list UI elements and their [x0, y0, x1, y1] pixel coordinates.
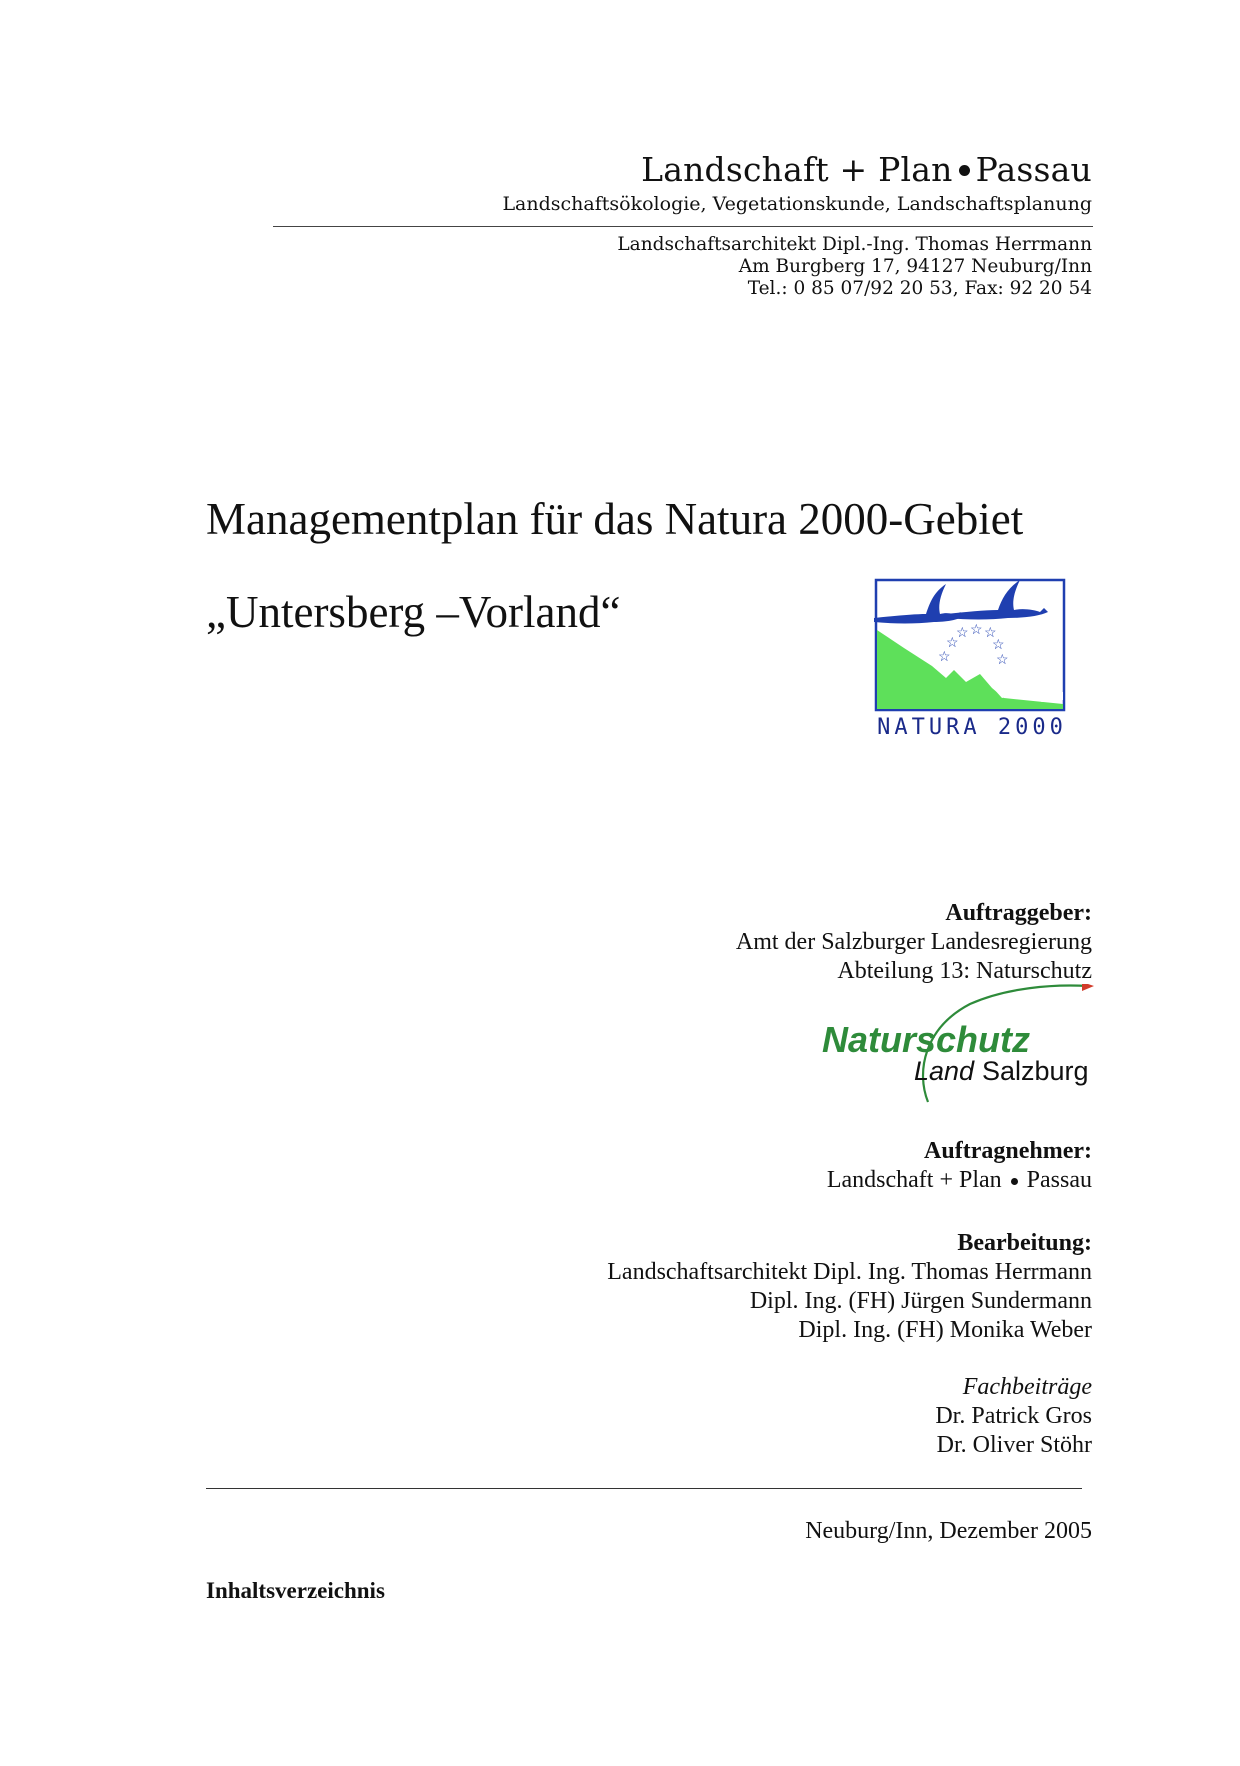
svg-text:☆: ☆ — [938, 650, 951, 665]
address-line: Am Burgberg 17, 94127 Neuburg/Inn — [738, 256, 1092, 277]
contractor-name-part2: Passau — [1026, 1167, 1092, 1193]
toc-heading: Inhaltsverzeichnis — [206, 1578, 385, 1603]
contributor-line: Dr. Oliver Stöhr — [936, 1432, 1092, 1458]
client-label: Auftraggeber: — [945, 900, 1092, 926]
contributions-block — [935, 1373, 1092, 1460]
bullet-dot-icon — [959, 165, 970, 176]
editor-line: Dipl. Ing. (FH) Monika Weber — [798, 1317, 1092, 1343]
editor-line: Dipl. Ing. (FH) Jürgen Sundermann — [749, 1288, 1092, 1314]
document-title: Managementplan für das Natura 2000-Gebiet — [206, 494, 1024, 544]
natura-logo-text: NATURA 2000 — [877, 715, 1067, 738]
logo-word-land: Land — [914, 1056, 975, 1086]
contributions-label: Fachbeiträge — [962, 1374, 1092, 1400]
bullet-dot-icon — [1011, 1178, 1018, 1185]
place-date: Neuburg/Inn, Dezember 2005 — [805, 1518, 1092, 1544]
client-block — [736, 899, 1092, 986]
arrow-tip-icon — [1082, 984, 1094, 991]
logo-word-naturschutz: Naturschutz — [822, 1019, 1031, 1060]
logo-word-salzburg: Salzburg — [982, 1056, 1089, 1086]
editor-line: Landschaftsarchitekt Dipl. Ing. Thomas Herrmann — [607, 1259, 1092, 1285]
editing-block — [607, 1229, 1092, 1345]
contractor-name-part1: Landschaft + Plan — [826, 1167, 1002, 1193]
letterhead-divider — [273, 226, 1093, 227]
client-line: Abteilung 13: Naturschutz — [837, 958, 1092, 984]
footer-divider — [206, 1488, 1082, 1489]
firm-subtitle: Landschaftsökologie, Vegetationskunde, Landschaftsplanung — [502, 193, 1092, 215]
contractor-block — [827, 1137, 1092, 1195]
client-line: Amt der Salzburger Landesregierung — [735, 929, 1092, 955]
svg-text:☆: ☆ — [984, 626, 997, 641]
firm-address — [617, 234, 1092, 300]
address-line: Landschaftsarchitekt Dipl.-Ing. Thomas Herrmann — [617, 234, 1092, 255]
firm-name-part2: Passau — [975, 150, 1092, 189]
svg-text:☆: ☆ — [956, 626, 969, 641]
firm-name-part1: Landschaft + Plan — [641, 150, 953, 189]
naturschutz-salzburg-logo — [820, 984, 1094, 1106]
document-subtitle: „Untersberg –Vorland“ — [206, 587, 621, 637]
contractor-label: Auftragnehmer: — [924, 1138, 1092, 1164]
address-line: Tel.: 0 85 07/92 20 53, Fax: 92 20 54 — [747, 278, 1092, 299]
svg-text:☆: ☆ — [996, 653, 1009, 668]
natura-2000-logo — [874, 578, 1070, 738]
editing-label: Bearbeitung: — [957, 1230, 1092, 1256]
svg-text:☆: ☆ — [992, 638, 1005, 653]
svg-text:☆: ☆ — [970, 623, 983, 638]
svg-text:☆: ☆ — [946, 636, 959, 651]
contributor-line: Dr. Patrick Gros — [935, 1403, 1092, 1429]
firm-name — [641, 150, 1092, 189]
contractor-name — [827, 1166, 1092, 1195]
